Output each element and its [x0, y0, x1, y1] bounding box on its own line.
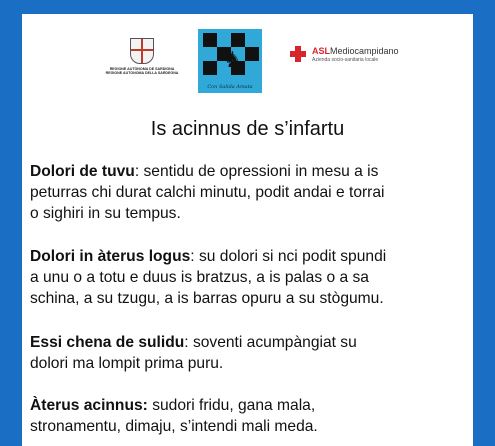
- emblem-script-text: Con Salida Amata: [207, 84, 253, 90]
- symptom-section-other-pain: Dolori in àterus logus: su dolori si nci podit spundi a unu o a totu e duus is bratzus, a is palas o a sa schina, a su tzugu, a is barras opuru a su stògumu.: [30, 248, 387, 307]
- chess-emblem-logo: [198, 29, 262, 93]
- section-text-line: soventi acumpàngiat su: [192, 334, 357, 351]
- section-text-line: dolori ma lompit prima puru.: [30, 355, 224, 372]
- region-sardinia-logo: [102, 38, 182, 76]
- section-text-line: sudori fridu, gana mala,: [152, 397, 316, 414]
- section-text-line: su dolori si nci podit spundi: [198, 248, 387, 265]
- symptom-section-other-signs: [30, 395, 470, 437]
- symptom-section-chest-pain: Dolori de tuvu: sentidu de opressioni in mesu a is peturras chi durat calchi minutu, podit andai e torrai o sighiri in su tempus.: [30, 163, 385, 222]
- page-title: Is acinnus de s’infartu: [150, 118, 345, 140]
- asl-brand: ASL: [312, 46, 330, 56]
- sardinia-coat-of-arms-icon: [130, 38, 154, 64]
- document-card: [22, 14, 473, 446]
- region-logo-line-1: REGIONE AUTÒNOMA DE SARDIGNA: [109, 67, 175, 71]
- section-text-line: peturras chi durat calchi minutu, podit andai e torrai: [30, 184, 385, 201]
- medical-cross-icon: [290, 46, 306, 62]
- section-heading: Àterus acinnus:: [30, 397, 148, 414]
- section-heading: Essi chena de sulidu: [30, 334, 185, 351]
- asl-logo-name: [312, 46, 399, 56]
- section-heading: Dolori in àterus logus: [30, 248, 191, 265]
- symptom-section-breathlessness: Essi chena de sulidu: soventi acumpàngiat su dolori ma lompit prima puru.: [30, 334, 357, 372]
- chess-knight-icon: ♞: [223, 47, 243, 72]
- section-text-line: stronamentu, dimaju, s’intendi mali meda.: [30, 418, 318, 435]
- section-heading: Dolori de tuvu: [30, 163, 135, 180]
- section-text-line: o sighiri in su tempus.: [30, 205, 181, 222]
- logo-bar: [22, 14, 473, 104]
- asl-name: Mediocampidano: [330, 46, 399, 56]
- section-text-line: schina, a su tzugu, a is barras opuru a su stògumu.: [30, 290, 384, 307]
- asl-logo-subtitle: Azienda socio-sanitaria locale: [312, 57, 379, 63]
- region-logo-line-2: REGIONE AUTONOMA DELLA SARDEGNA: [105, 71, 179, 76]
- section-text-line: sentidu de opressioni in mesu a is: [143, 163, 379, 180]
- section-text-line: a unu o a totu e duus is bratzus, a is palas o a sa: [30, 269, 369, 286]
